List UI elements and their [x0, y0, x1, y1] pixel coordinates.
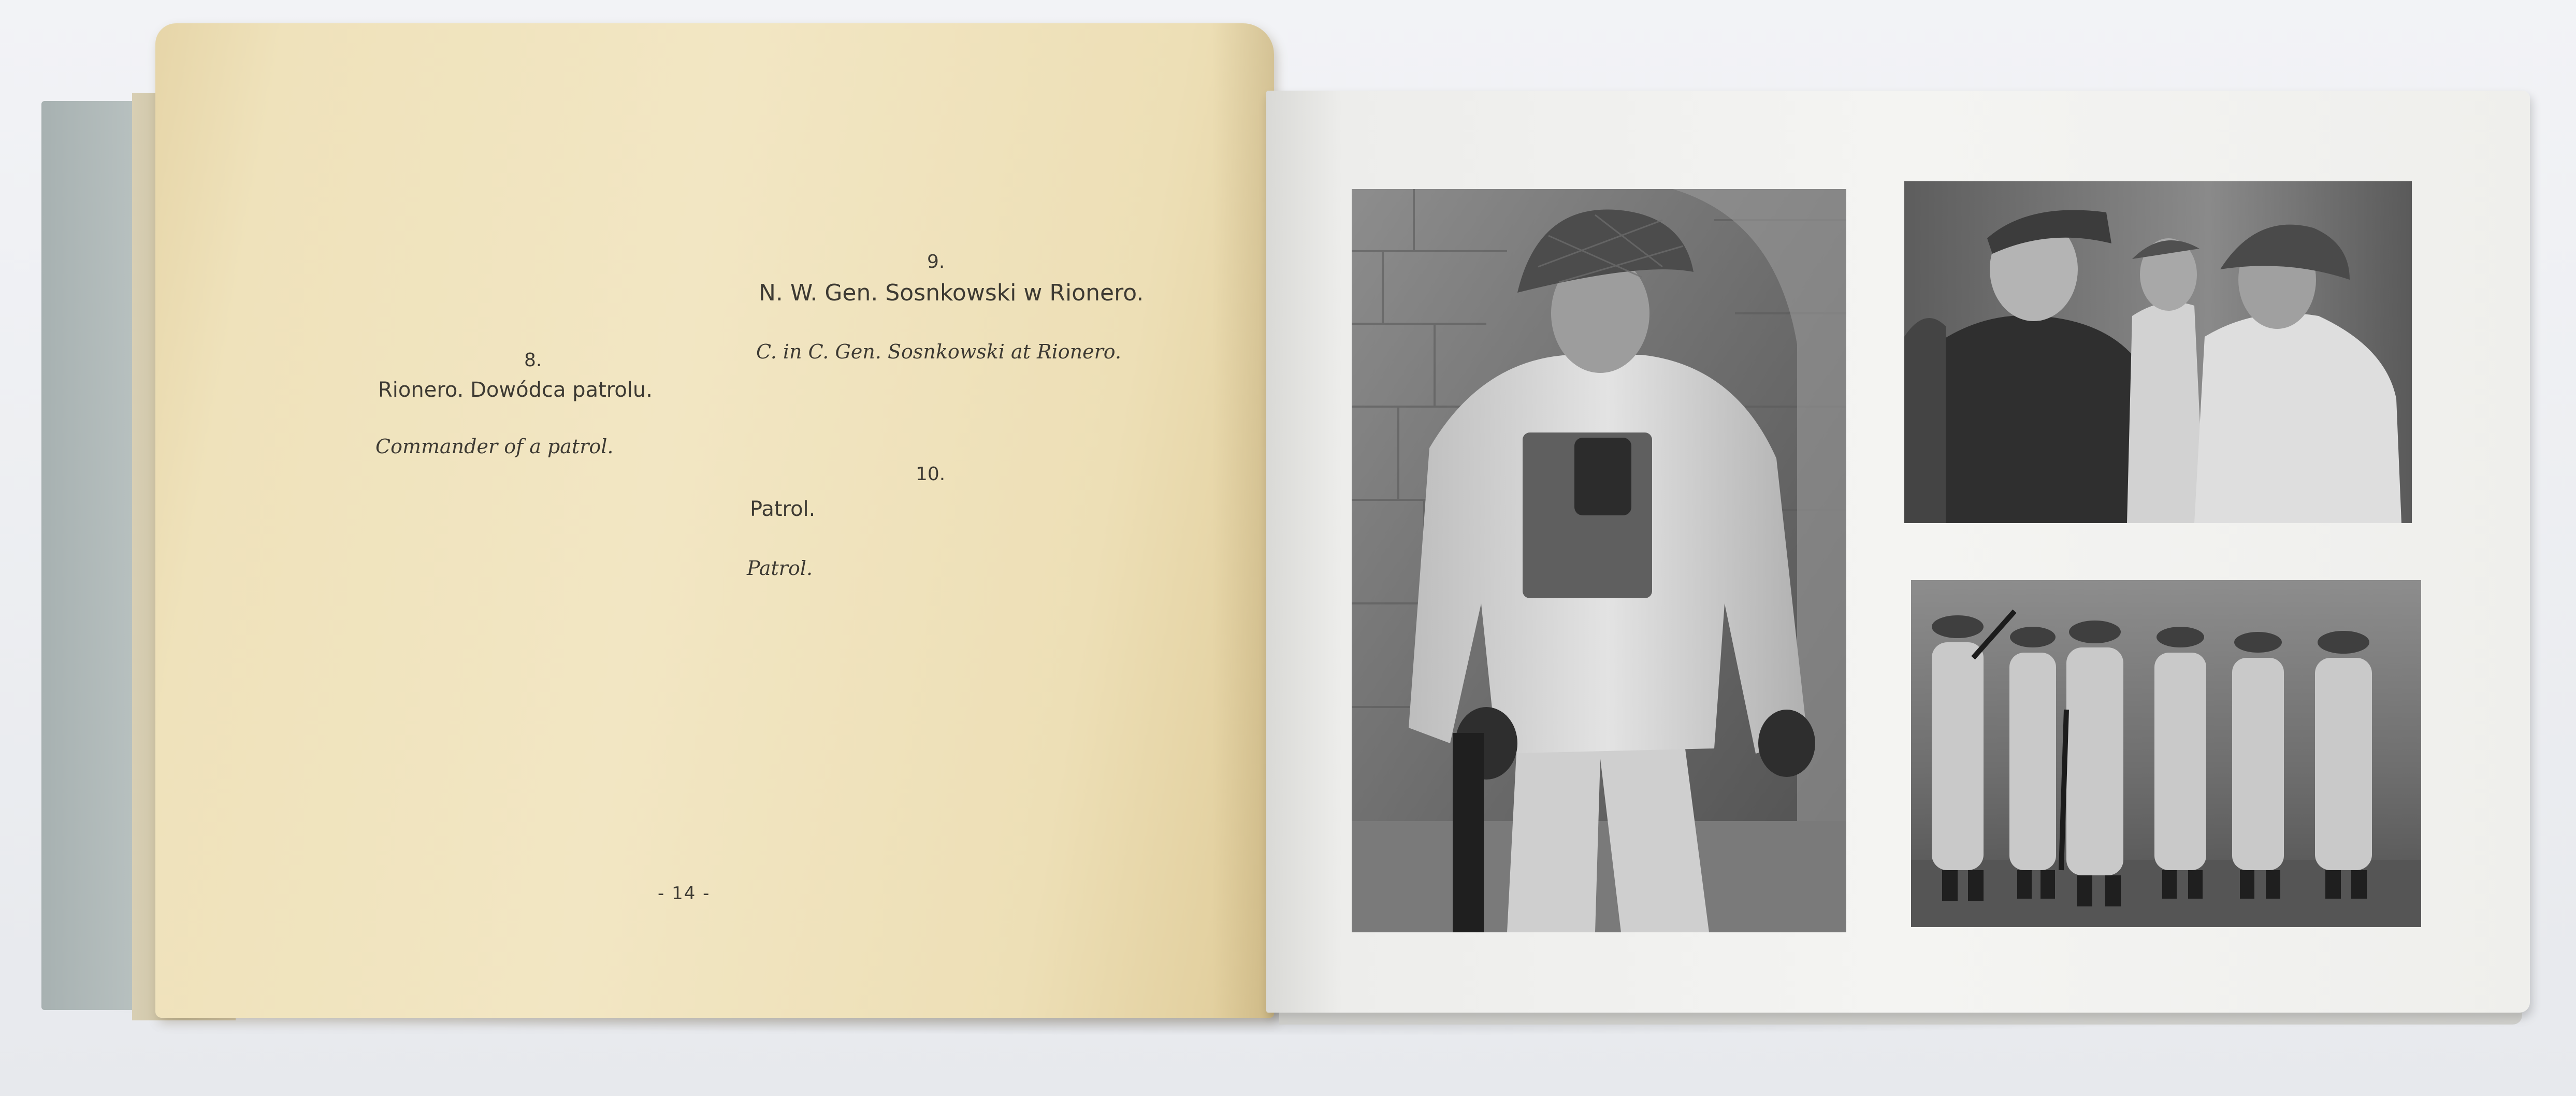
caption-8-english: Commander of a patrol.: [375, 435, 614, 458]
right-page: [1266, 91, 2530, 1013]
caption-8-number: 8.: [524, 350, 542, 371]
page-number: - 14 -: [658, 883, 711, 904]
caption-10-polish: Patrol.: [750, 497, 816, 521]
caption-9-number: 9.: [927, 251, 945, 272]
caption-9-polish: N. W. Gen. Sosnkowski w Rionero.: [759, 280, 1144, 306]
patrol-group-image: [1911, 580, 2421, 927]
caption-10-english: Patrol.: [747, 557, 813, 580]
general-with-soldiers-image: [1904, 181, 2412, 523]
photo-soldier-portrait: [1352, 189, 1846, 932]
soldier-portrait-image: [1352, 189, 1846, 932]
left-page: [155, 23, 1274, 1018]
caption-8-polish: Rionero. Dowódca patrolu.: [378, 378, 653, 402]
photo-patrol-group: [1911, 580, 2421, 927]
caption-9-english: C. in C. Gen. Sosnkowski at Rionero.: [756, 340, 1122, 363]
caption-10-number: 10.: [916, 464, 946, 485]
photo-general-with-soldiers: [1904, 181, 2412, 523]
